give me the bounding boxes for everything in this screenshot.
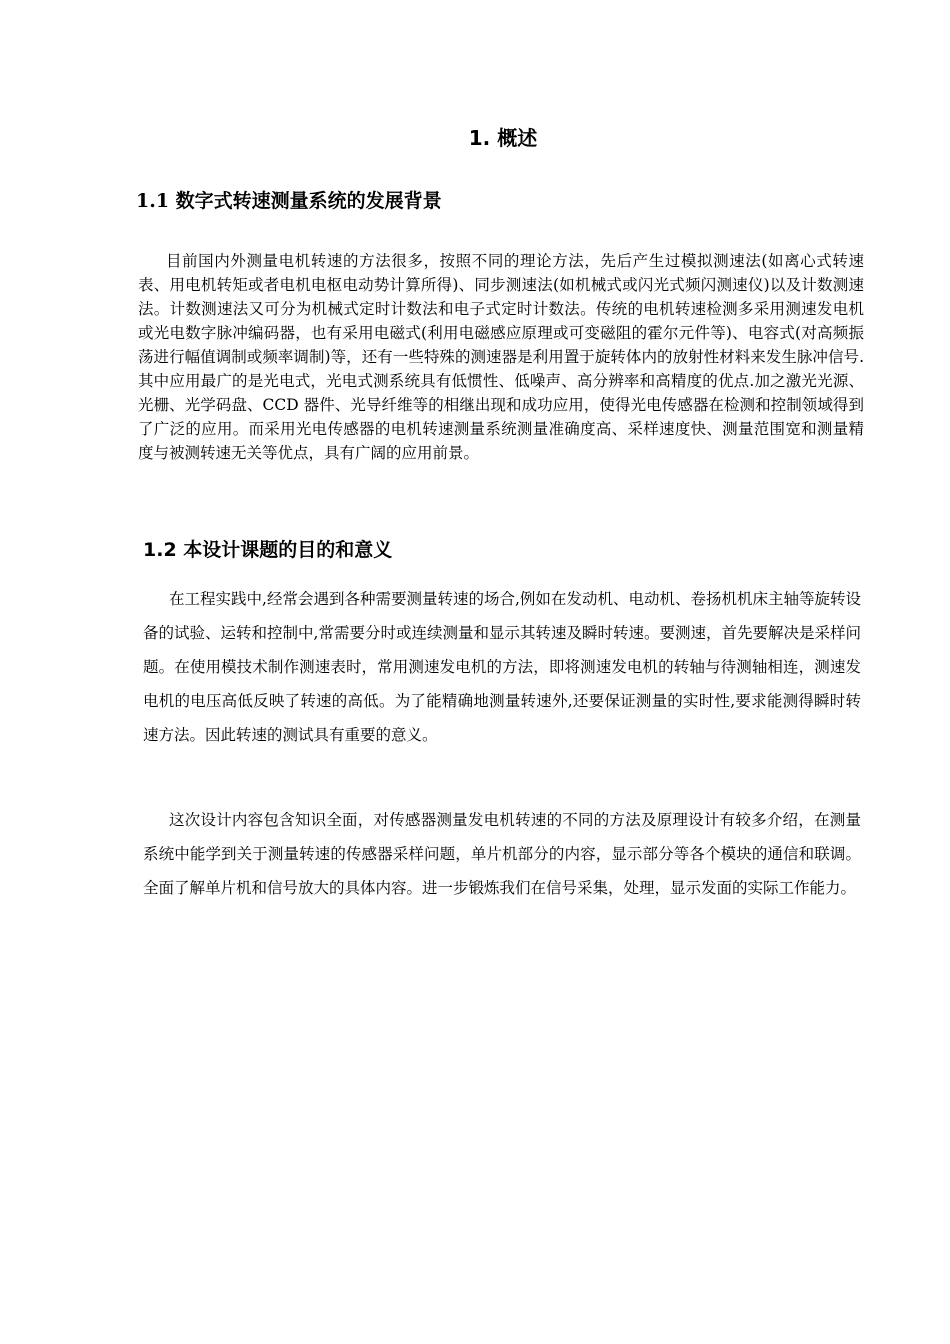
section-heading-1-1: 1.1 数字式转速测量系统的发展背景 <box>136 190 442 212</box>
section-1-2-paragraph-1: 在工程实践中,经常会遇到各种需要测量转速的场合,例如在发动机、电动机、卷扬机机床主轴等旋转设备的试验、运转和控制中,常需要分时或连续测量和显示其转速及瞬时转速。要测速，首先要解决是采样问题。在使用模技术制作测速表时，常用测速发电机的方法，即将测速发电机的转轴与待测轴相连，测速发电机的电压高低反映了转速的高低。为了能精确地测量转速外,还要保证测量的实时性,要求能测得瞬时转速方法。因此转速的测试具有重要的意义。 <box>143 590 861 744</box>
section-1-1-paragraph: 目前国内外测量电机转速的方法很多，按照不同的理论方法，先后产生过模拟测速法(如离心式转速表、用电机转矩或者电机电枢电动势计算所得)、同步测速法(如机械式或闪光式频闪测速仪)以及计数测速法。计数测速法又可分为机械式定时计数法和电子式定时计数法。传统的电机转速检测多采用测速发电机或光电数字脉冲编码器，也有采用电磁式(利用电磁感应原理或可变磁阻的霍尔元件等)、电容式(对高频振荡进行幅值调制或频率调制)等，还有一些特殊的测速器是利用置于旋转体内的放射性材料来发生脉冲信号.其中应用最广的是光电式，光电式测系统具有低惯性、低噪声、高分辨率和高精度的优点.加之激光光源、光栅、光学码盘、CCD 器件、光导纤维等的相继出现和成功应用，使得光电传感器在检测和控制领域得到了广泛的应用。而采用光电传感器的电机转速测量系统测量准确度高、采样速度快、测量范围宽和测量精度与被测转速无关等优点，具有广阔的应用前景。 <box>138 252 864 462</box>
section-heading-1-2: 1.2 本设计课题的目的和意义 <box>143 539 393 561</box>
section-1-2-paragraph-2: 这次设计内容包含知识全面，对传感器测量发电机转速的不同的方法及原理设计有较多介绍，在测量系统中能学到关于测量转速的传感器采样问题，单片机部分的内容，显示部分等各个模块的通信和联调。全面了解单片机和信号放大的具体内容。进一步锻炼我们在信号采集，处理，显示发面的实际工作能力。 <box>143 811 861 897</box>
chapter-title: 1. 概述 <box>468 126 538 150</box>
